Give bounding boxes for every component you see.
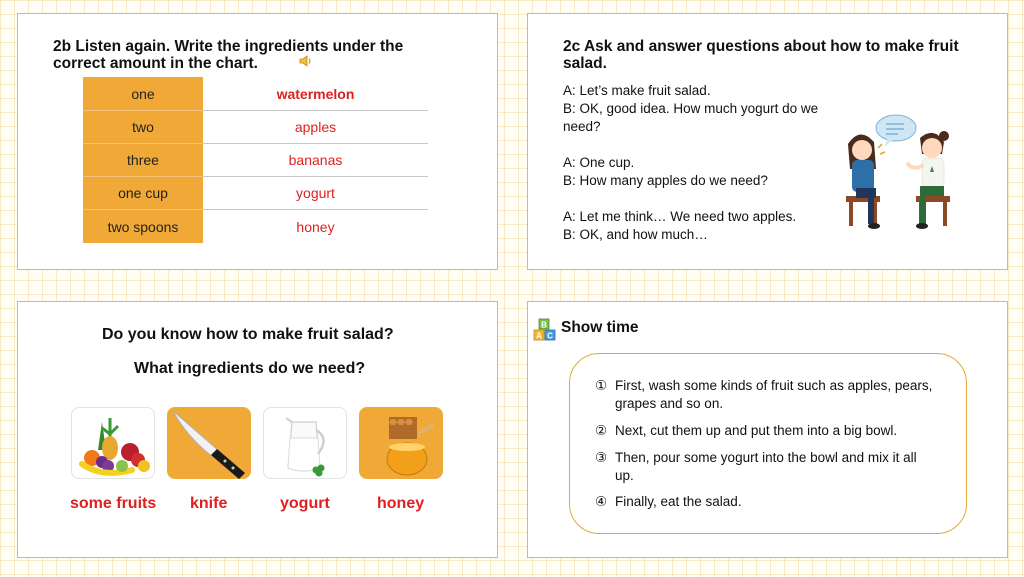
amount-cell: three	[83, 144, 203, 177]
chart-row	[83, 77, 428, 111]
chart-row	[83, 177, 428, 210]
panel-ingredients	[17, 301, 498, 558]
step-item	[595, 493, 935, 511]
honey-icon	[359, 407, 443, 479]
svg-text:B: B	[541, 320, 547, 330]
ingredient-cell: bananas	[203, 144, 428, 177]
ingredient-label: knife	[190, 495, 228, 512]
step-item	[595, 449, 935, 485]
step-text: Then, pour some yogurt into the bowl and mix it all up.	[615, 450, 917, 483]
dialog-line: A: Let’s make fruit salad.	[563, 83, 711, 98]
amount-cell: one cup	[83, 177, 203, 210]
amount-cell: two	[83, 111, 203, 144]
abc-blocks-icon	[533, 318, 557, 347]
svg-text:C: C	[547, 331, 553, 341]
dialog	[563, 82, 833, 244]
talking-girls-illustration	[838, 114, 958, 239]
knife-icon	[167, 407, 251, 479]
ingredient-cell: honey	[296, 218, 335, 235]
step-item	[595, 377, 935, 413]
panel-2c	[527, 13, 1008, 270]
step-text: First, wash some kinds of fruit such as apples, pears, grapes and so on.	[615, 378, 933, 411]
panel-2b	[17, 13, 498, 270]
ingredient-label: honey	[377, 495, 425, 512]
step-text: Finally, eat the salad.	[615, 494, 742, 509]
question-1: Do you know how to make fruit salad?	[102, 326, 394, 343]
question-2: What ingredients do we need?	[134, 360, 366, 377]
steps-box	[569, 353, 967, 534]
speaker-icon[interactable]	[299, 55, 313, 70]
step-number: ④	[595, 494, 608, 509]
ingredient-cell: yogurt	[203, 177, 428, 210]
chart-row	[83, 144, 428, 177]
svg-text:A: A	[536, 331, 542, 341]
step-text: Next, cut them up and put them into a big bowl.	[615, 423, 898, 438]
step-number: ③	[595, 450, 608, 465]
yogurt-icon	[263, 407, 347, 479]
fruits-icon	[71, 407, 155, 479]
dialog-line: B: OK, and how much…	[563, 227, 708, 242]
chart-row	[83, 210, 428, 243]
dialog-line: B: OK, good idea. How much yogurt do we need?	[563, 101, 819, 134]
panel-2b-title: 2b Listen again. Write the ingredients under the correct amount in the chart.	[53, 38, 404, 72]
ingredient-label: yogurt	[280, 495, 330, 512]
dialog-line: B: How many apples do we need?	[563, 173, 768, 188]
amount-chart	[83, 77, 428, 243]
step-number: ②	[595, 423, 608, 438]
amount-cell: one	[83, 77, 203, 111]
step-number: ①	[595, 378, 608, 393]
amount-cell: two spoons	[83, 210, 203, 243]
dialog-line: A: One cup.	[563, 155, 635, 170]
panel-show-time	[527, 301, 1008, 558]
chart-row	[83, 111, 428, 144]
ingredient-cell: apples	[203, 111, 428, 144]
panel-2c-title: 2c Ask and answer questions about how to make fruit salad.	[563, 38, 959, 72]
ingredient-label: some fruits	[70, 495, 157, 512]
dialog-line: A: Let me think… We need two apples.	[563, 209, 797, 224]
step-item	[595, 422, 935, 440]
show-time-title: Show time	[561, 319, 639, 336]
ingredient-cell: watermelon	[203, 77, 428, 111]
